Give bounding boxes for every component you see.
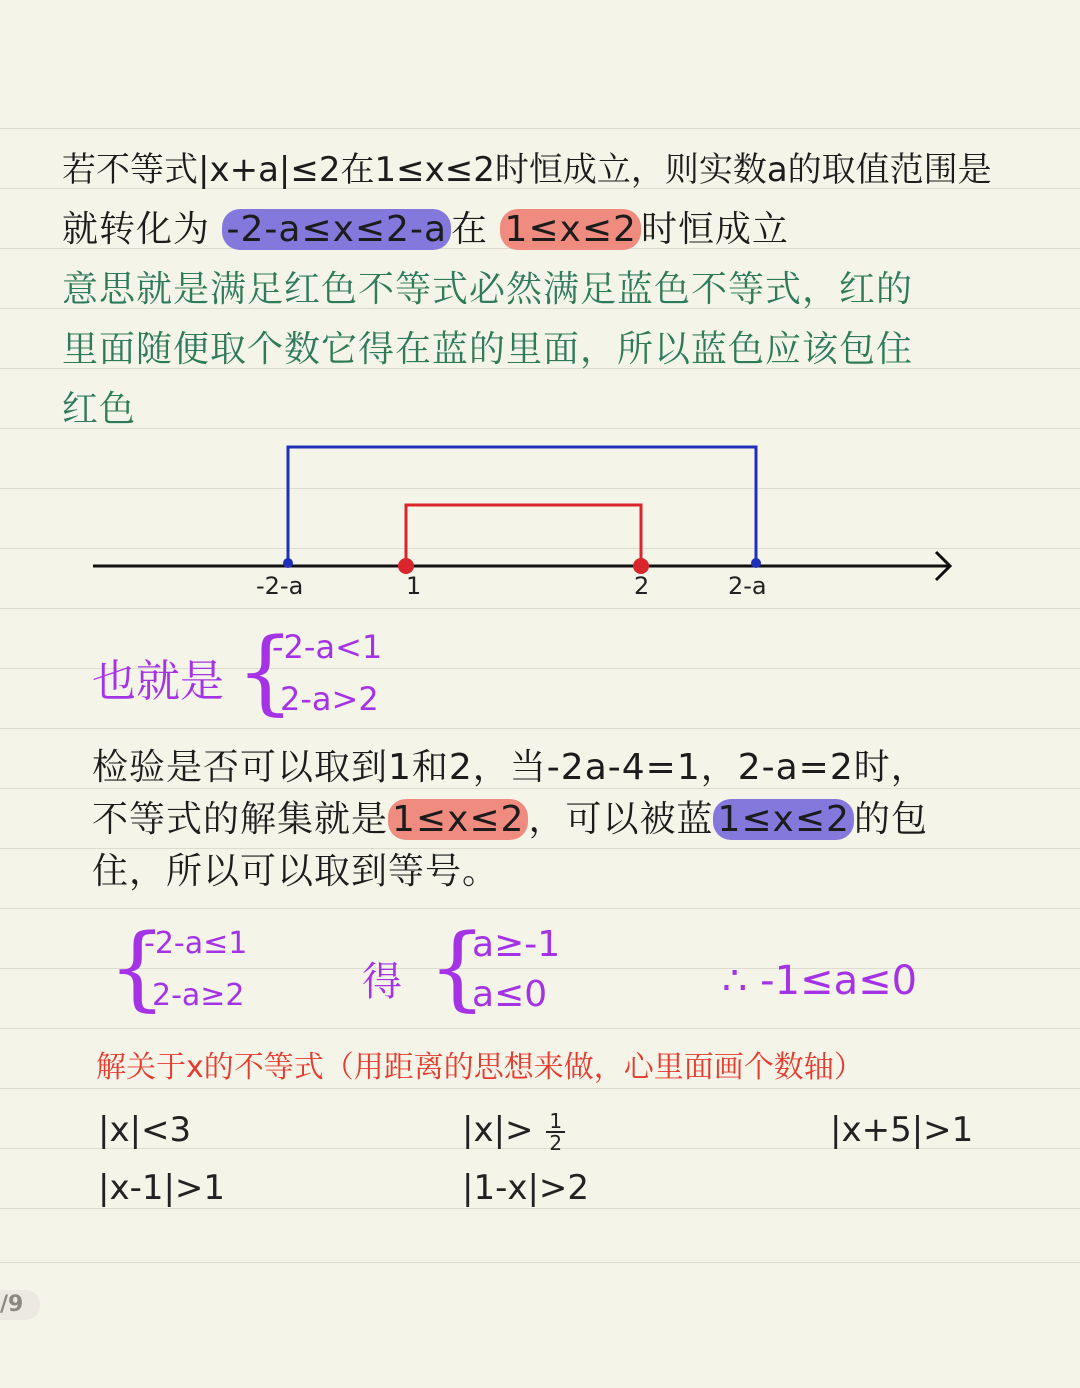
- tick-label-1: 1: [406, 572, 422, 600]
- system2-eq2: 2-a≥2: [152, 978, 245, 1013]
- system2-brace: {: [108, 914, 167, 1021]
- system2-res2: a≤0: [472, 974, 548, 1015]
- convert-mid: 在: [451, 209, 489, 250]
- fraction-numerator: 1: [546, 1111, 565, 1133]
- system2-conclusion: ∴ -1≤a≤0: [722, 958, 918, 1004]
- fraction-denominator: 2: [549, 1130, 563, 1155]
- check-line-1: 检验是否可以取到1和2，当-2a-4=1，2-a=2时，: [92, 747, 928, 788]
- check-line2-prefix: 不等式的解集就是: [92, 799, 389, 840]
- convert-suffix: 时恒成立: [640, 209, 789, 250]
- blue-point-right: [751, 558, 761, 568]
- convert-line: [62, 208, 789, 252]
- problem-line: [62, 148, 992, 192]
- system2-de: 得: [362, 959, 402, 1005]
- green-note-line-3: 红色: [62, 389, 137, 430]
- check-line-2: [92, 798, 928, 842]
- green-note-line-1: 意思就是满足红色不等式必然满足蓝色不等式，红的: [62, 269, 914, 310]
- number-line-diagram: [0, 440, 1080, 600]
- red-highlight-inequality: 1≤x≤2: [500, 209, 640, 250]
- system1-brace: {: [236, 618, 295, 725]
- check-line2-mid: ，可以被蓝: [528, 799, 714, 840]
- blue-point-left: [283, 558, 293, 568]
- check-line2-suffix: 的包: [853, 799, 928, 840]
- convert-prefix: 就转化为: [62, 209, 211, 250]
- system1-eq1: -2-a<1: [272, 628, 383, 666]
- green-note-line-2: 里面随便取个数它得在蓝的里面，所以蓝色应该包住: [62, 329, 914, 370]
- system2-res1: a≥-1: [472, 924, 561, 965]
- blue-highlight-inequality: -2-a≤x≤2-a: [222, 209, 451, 250]
- fraction: [546, 1108, 565, 1155]
- check-blue-highlight: 1≤x≤2: [713, 799, 853, 840]
- system1-eq2: 2-a>2: [280, 680, 379, 718]
- exercise-item-5: |1-x|>2: [462, 1168, 590, 1208]
- system2-result-brace: {: [428, 914, 487, 1021]
- exercise-item-3: |x+5|>1: [830, 1110, 974, 1150]
- red-interval-bracket: [406, 505, 641, 566]
- tick-label-neg2-a: -2-a: [256, 572, 304, 600]
- check-line-3: 住，所以可以取到等号。: [92, 851, 500, 892]
- exercise-item-2-text: |x|>: [462, 1110, 534, 1150]
- exercise-item-1: |x|<3: [98, 1110, 192, 1150]
- exercise-item-4: |x-1|>1: [98, 1168, 226, 1208]
- system1-prefix: 也就是: [92, 656, 224, 707]
- exercise-item-2: [462, 1110, 565, 1153]
- problem-text: 若不等式|x+a|≤2在1≤x≤2时恒成立，则实数a的取值范围是: [62, 150, 992, 190]
- page-indicator: /9: [0, 1290, 40, 1320]
- system2-eq1: -2-a≤1: [144, 926, 248, 961]
- tick-label-2: 2: [634, 572, 650, 600]
- tick-label-2-a: 2-a: [728, 572, 767, 600]
- check-red-highlight: 1≤x≤2: [388, 799, 528, 840]
- exercise-title: 解关于x的不等式（用距离的思想来做，心里面画个数轴）: [96, 1050, 864, 1085]
